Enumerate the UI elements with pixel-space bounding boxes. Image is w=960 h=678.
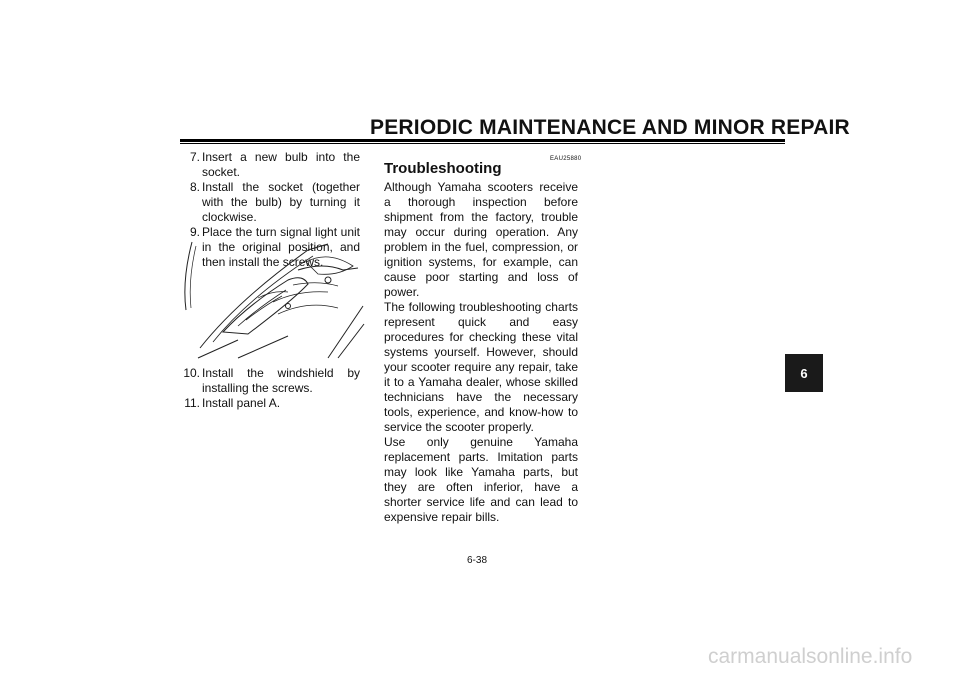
step-item: [180, 180, 360, 225]
step-text: Install the windshield by installing the screws.: [202, 366, 360, 395]
step-item: [180, 396, 360, 411]
step-number: 7.: [189, 150, 200, 164]
watermark: carmanualsonline.info: [708, 645, 913, 668]
step-number: 9.: [189, 225, 200, 239]
step-text: Install the socket (together with the bulb) by turning it clockwise.: [202, 180, 360, 224]
step-number: 11.: [184, 396, 200, 410]
steps-list-bottom: [180, 366, 360, 411]
header-rule-thick: [180, 139, 785, 142]
step-text: Place the turn signal light unit in the original position, and then install the screws.: [202, 225, 360, 269]
troubleshooting-body: [384, 180, 578, 525]
turn-signal-illustration: [178, 240, 368, 360]
paragraph: Although Yamaha scooters receive a thorough inspection before shipment from the factory, trouble may occur during operation. Any problem in the fuel, compression, or ignition systems, for example, can cause poor starting and loss of power.: [384, 180, 578, 299]
chapter-tab: 6: [785, 354, 823, 392]
page-title: PERIODIC MAINTENANCE AND MINOR REPAIR: [370, 116, 850, 139]
step-text: Insert a new bulb into the socket.: [202, 150, 360, 179]
page-number: 6-38: [467, 555, 488, 566]
step-item: [180, 150, 360, 180]
paragraph: The following troubleshooting charts represent quick and easy procedures for checking these vital systems yourself. However, should your scooter require any repair, take it to a Yamaha dealer, whose skilled technicians have the necessary tools, experience, and know-how to service the scooter properly.: [384, 300, 578, 434]
header-rule-thin: [180, 143, 785, 144]
step-item: [180, 366, 360, 396]
step-number: 10.: [183, 366, 200, 380]
paragraph: Use only genuine Yamaha replacement parts. Imitation parts may look like Yamaha parts, but they are often inferior, have a shorter service life and can lead to expensive repair bills.: [384, 435, 578, 524]
section-heading: Troubleshooting: [384, 160, 502, 177]
reference-code: EAU25880: [550, 156, 582, 162]
step-number: 8.: [189, 180, 200, 194]
step-text: Install panel A.: [202, 396, 281, 410]
